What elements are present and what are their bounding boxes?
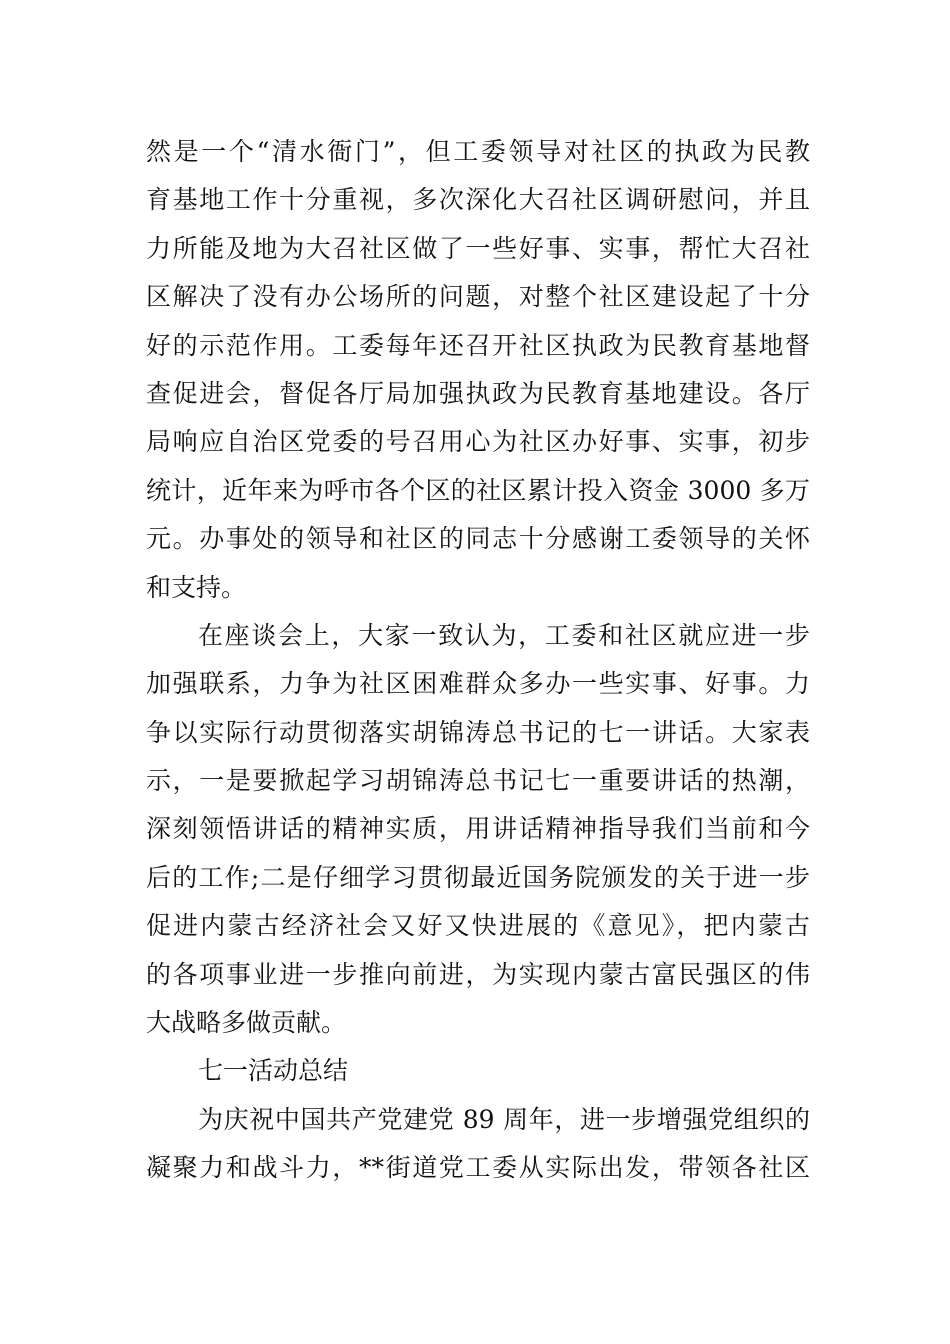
paragraph-line: 大战略多做贡献。 (146, 1008, 347, 1038)
document-body (146, 128, 810, 1193)
paragraph-line: 为庆祝中国共产党建党 89 周年，进一步增强党组织的 (198, 1104, 810, 1134)
section-heading: 七一活动总结 (198, 1056, 349, 1086)
paragraph-line: 和支持。 (146, 572, 247, 602)
paragraph-line: 后的工作;二是仔细学习贯彻最近国务院颁发的关于进一步 (146, 862, 810, 892)
paragraph-line: 促进内蒙古经济社会又好又快进展的《意见》，把内蒙古 (146, 911, 810, 941)
paragraph-line: 在座谈会上，大家一致认为，工委和社区就应进一步 (198, 620, 810, 650)
paragraph-line: 示，一是要掀起学习胡锦涛总书记七一重要讲话的热潮， (146, 766, 810, 796)
paragraph-line: 的各项事业进一步推向前进，为实现内蒙古富民强区的伟 (146, 959, 810, 989)
paragraph-line: 然是一个“清水衙门”，但工委领导对社区的执政为民教 (146, 137, 810, 166)
paragraph-line: 区解决了没有办公场所的问题，对整个社区建设起了十分 (146, 282, 810, 312)
paragraph-line: 深刻领悟讲话的精神实质，用讲话精神指导我们当前和今 (146, 814, 810, 844)
paragraph-line: 好的示范作用。工委每年还召开社区执政为民教育基地督 (146, 330, 810, 360)
paragraph-line: 力所能及地为大召社区做了一些好事、实事，帮忙大召社 (146, 233, 810, 263)
paragraph-line: 加强联系，力争为社区困难群众多办一些实事、好事。力 (146, 669, 810, 699)
paragraph-line: 争以实际行动贯彻落实胡锦涛总书记的七一讲话。大家表 (146, 717, 810, 747)
paragraph-line: 查促进会，督促各厅局加强执政为民教育基地建设。各厅 (146, 378, 810, 408)
paragraph-line: 凝聚力和战斗力，**街道党工委从实际出发，带领各社区 (146, 1153, 810, 1183)
paragraph-line: 局响应自治区党委的号召用心为社区办好事、实事，初步 (146, 427, 810, 457)
paragraph-line: 育基地工作十分重视，多次深化大召社区调研慰问，并且 (146, 185, 810, 215)
paragraph-line: 统计，近年来为呼市各个区的社区累计投入资金 3000 多万 (146, 475, 810, 505)
paragraph-line: 元。办事处的领导和社区的同志十分感谢工委领导的关怀 (146, 524, 810, 554)
